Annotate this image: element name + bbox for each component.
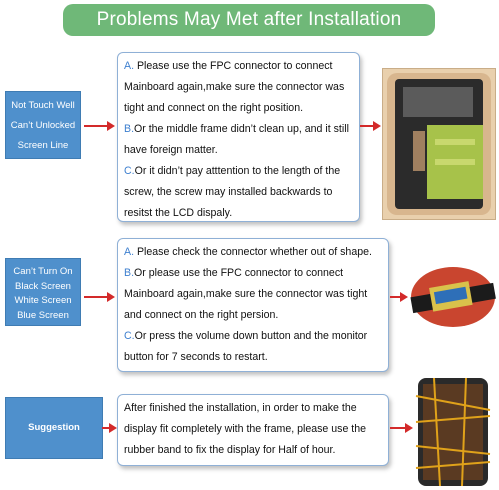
connector-photo xyxy=(409,262,497,332)
item-text: Or it didn’t pay atttention to the length of the screw, the screw may installed backwards to resitst the LCD dispaly. xyxy=(124,165,341,219)
item-letter: C. xyxy=(124,165,135,177)
solution-item xyxy=(124,263,382,326)
item-text: Or the middle frame didn’t clean up, and it still have foreign matter. xyxy=(124,123,349,156)
arrow xyxy=(390,427,407,429)
item-text: Please use the FPC connector to connect Mainboard again,make sure the connector was tight and connect on the right position. xyxy=(124,60,345,114)
arrow xyxy=(84,125,109,127)
item-letter: A. xyxy=(124,60,135,72)
rubber-band-illustration xyxy=(414,376,492,488)
suggestion-box xyxy=(117,394,389,466)
suggestion-text: After finished the installation, in order to make the display fit completely with the frame, please use the rubber band to fix the display for Half of hour. xyxy=(124,402,367,456)
item-letter: B. xyxy=(124,267,135,279)
item-text: Or please use the FPC connector to connect Mainboard again,make sure the connector was tight and connect on the right persion. xyxy=(124,267,368,321)
page-title-banner xyxy=(63,4,435,36)
phone-frame-photo xyxy=(382,68,496,220)
solution-box-touch xyxy=(117,52,360,222)
solution-item xyxy=(124,56,353,119)
solution-item xyxy=(124,119,353,161)
arrow xyxy=(360,125,375,127)
label-line: White Screen xyxy=(14,295,72,306)
solution-item xyxy=(124,242,382,263)
phone-rubber-band-photo xyxy=(414,376,492,488)
phone-frame-illustration xyxy=(383,69,495,219)
item-text: Please check the connector whether out of shape. xyxy=(134,246,372,258)
item-letter: B. xyxy=(124,123,135,135)
arrow xyxy=(390,296,402,298)
label-line: Not Touch Well xyxy=(11,100,75,111)
label-line: Can’t Unlocked xyxy=(10,120,76,131)
arrow xyxy=(84,296,109,298)
suggestion-label-text: Suggestion xyxy=(28,422,80,433)
problem-label-power xyxy=(5,258,81,326)
arrow xyxy=(102,427,111,429)
label-line: Blue Screen xyxy=(17,309,69,321)
solution-item xyxy=(124,161,353,224)
solution-item xyxy=(124,326,382,368)
label-line: Screen Line xyxy=(17,140,69,151)
item-letter: C. xyxy=(124,330,135,342)
item-text: Or press the volume down button and the monitor button for 7 seconds to restart. xyxy=(124,330,368,363)
page-title: Problems May Met after Installation xyxy=(96,9,402,30)
label-line: Black Screen xyxy=(15,280,71,292)
item-letter: A. xyxy=(124,246,135,258)
solution-box-power xyxy=(117,238,389,372)
label-line: Can’t Turn On xyxy=(13,266,73,277)
connector-illustration xyxy=(409,262,497,332)
suggestion-label xyxy=(5,397,103,459)
problem-label-touch xyxy=(5,91,81,159)
